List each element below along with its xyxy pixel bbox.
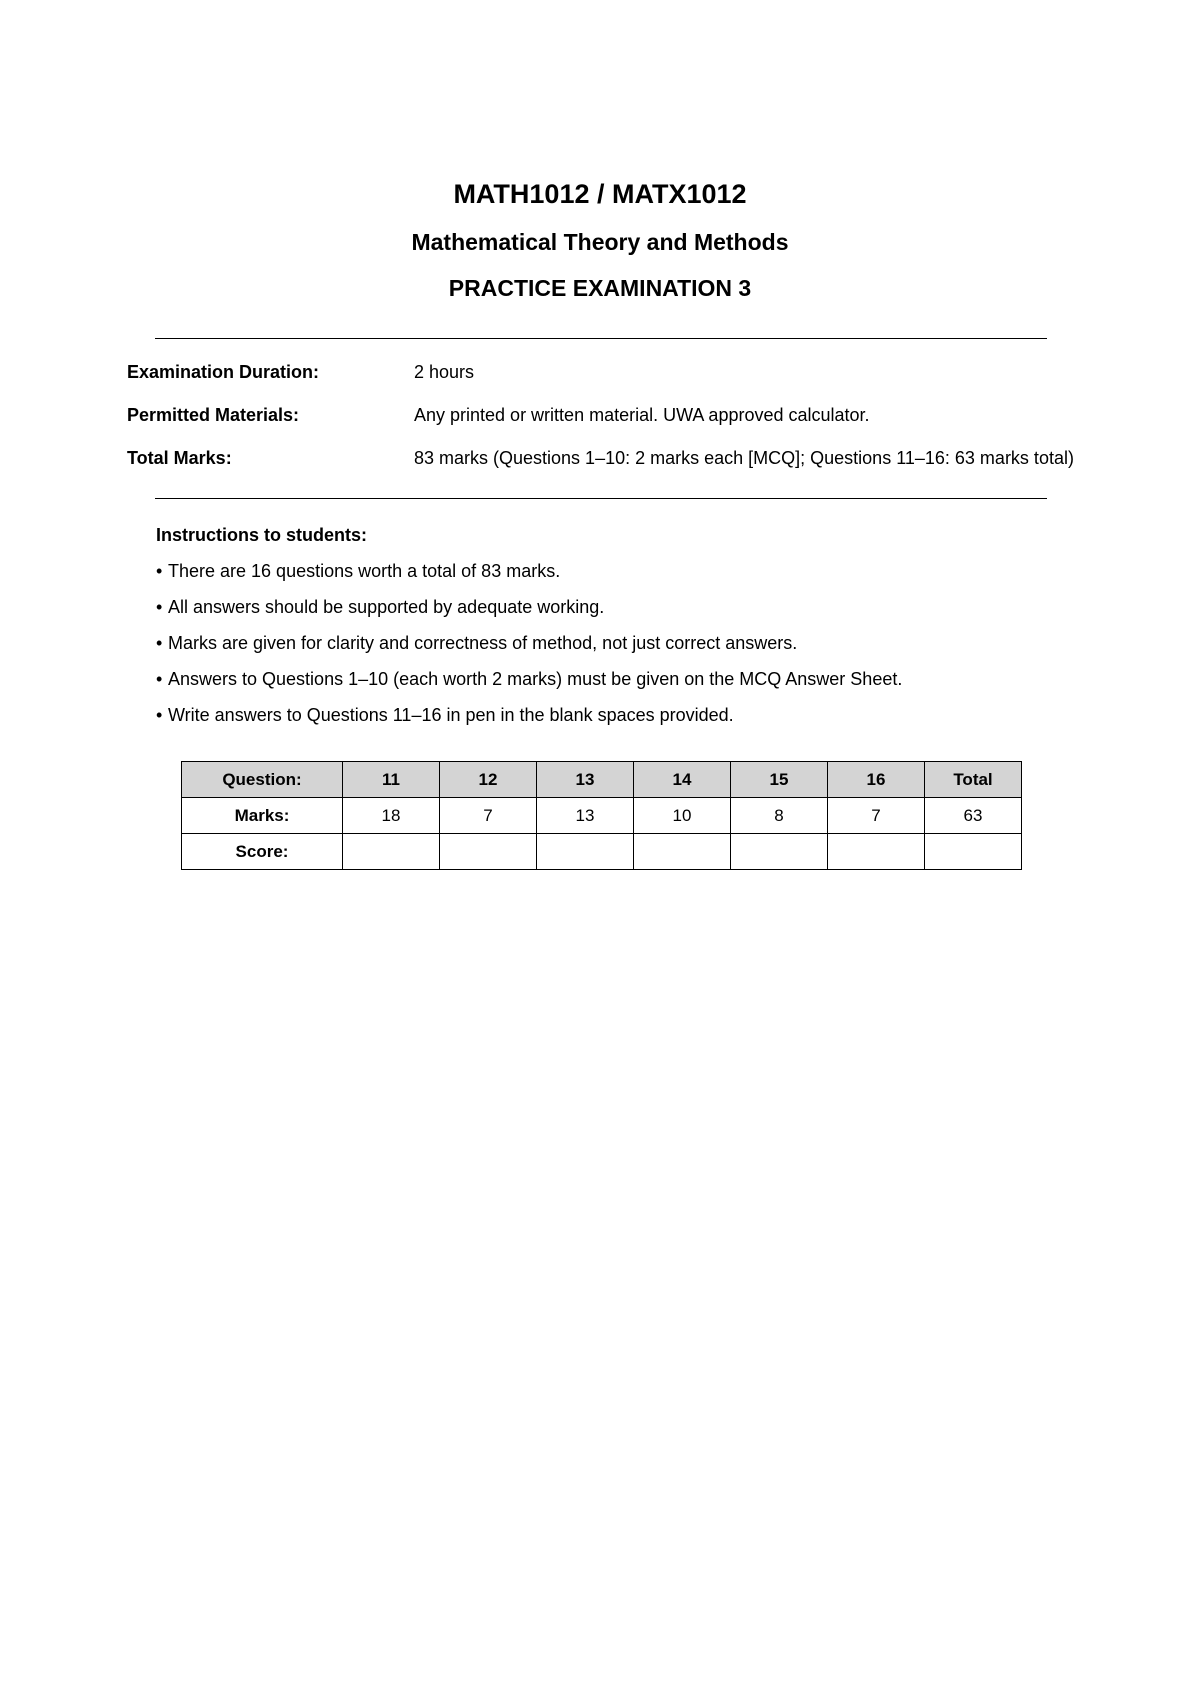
score-cell [634, 834, 731, 870]
marks-cell: 7 [440, 798, 537, 834]
question-number-cell: 16 [828, 762, 925, 798]
instruction-item [156, 702, 1056, 728]
score-cell [537, 834, 634, 870]
top-divider [155, 338, 1047, 339]
marks-cell: 18 [343, 798, 440, 834]
total-marks-cell: 63 [925, 798, 1022, 834]
score-cell [440, 834, 537, 870]
permitted-materials-value: Any printed or written material. UWA approved calculator. [414, 405, 870, 425]
bullet-glyph: • [156, 633, 163, 653]
question-number-cell: 14 [634, 762, 731, 798]
instructions-heading: Instructions to students: [156, 525, 367, 545]
question-number-cell: 15 [731, 762, 828, 798]
instruction-item [156, 666, 1056, 692]
instruction-text: There are 16 questions worth a total of 83 marks. [168, 561, 561, 581]
instruction-text: Marks are given for clarity and correctness of method, not just correct answers. [168, 633, 798, 653]
bullet-glyph: • [156, 669, 163, 689]
course-code: MATH1012 / MATX1012 [453, 179, 747, 209]
total-score-cell [925, 834, 1022, 870]
question-number-cell: 11 [343, 762, 440, 798]
score-cell [828, 834, 925, 870]
instructions-section [156, 522, 1056, 738]
question-row-label: Question: [182, 762, 343, 798]
total-marks-label: Total Marks: [127, 448, 232, 468]
marks-cell: 10 [634, 798, 731, 834]
question-row [182, 762, 1022, 798]
marks-table [181, 761, 1022, 870]
total-header-cell: Total [925, 762, 1022, 798]
instruction-item [156, 594, 1056, 620]
score-cell [731, 834, 828, 870]
instruction-text: All answers should be supported by adequate working. [168, 597, 605, 617]
marks-cell: 7 [828, 798, 925, 834]
score-cell [343, 834, 440, 870]
bullet-glyph: • [156, 561, 163, 581]
instruction-item [156, 558, 1056, 584]
exam-duration-value: 2 hours [414, 362, 475, 382]
marks-cell: 13 [537, 798, 634, 834]
instruction-text: Answers to Questions 1–10 (each worth 2 marks) must be given on the MCQ Answer Sheet. [168, 669, 903, 689]
question-number-cell: 13 [537, 762, 634, 798]
marks-row [182, 798, 1022, 834]
score-row [182, 834, 1022, 870]
total-marks-value: 83 marks (Questions 1–10: 2 marks each [MCQ]; Questions 11–16: 63 marks total) [414, 448, 1074, 468]
instructions-list [156, 558, 1056, 728]
marks-row-label: Marks: [182, 798, 343, 834]
exam-title: PRACTICE EXAMINATION 3 [448, 275, 752, 301]
permitted-materials-label: Permitted Materials: [127, 405, 300, 425]
exam-duration-label: Examination Duration: [127, 362, 320, 382]
course-name: Mathematical Theory and Methods [411, 229, 789, 255]
marks-cell: 8 [731, 798, 828, 834]
question-number-cell: 12 [440, 762, 537, 798]
instruction-item [156, 630, 1056, 656]
bullet-glyph: • [156, 705, 163, 725]
instruction-text: Write answers to Questions 11–16 in pen in the blank spaces provided. [168, 705, 734, 725]
bullet-glyph: • [156, 597, 163, 617]
bottom-divider [155, 498, 1047, 499]
score-row-label: Score: [182, 834, 343, 870]
